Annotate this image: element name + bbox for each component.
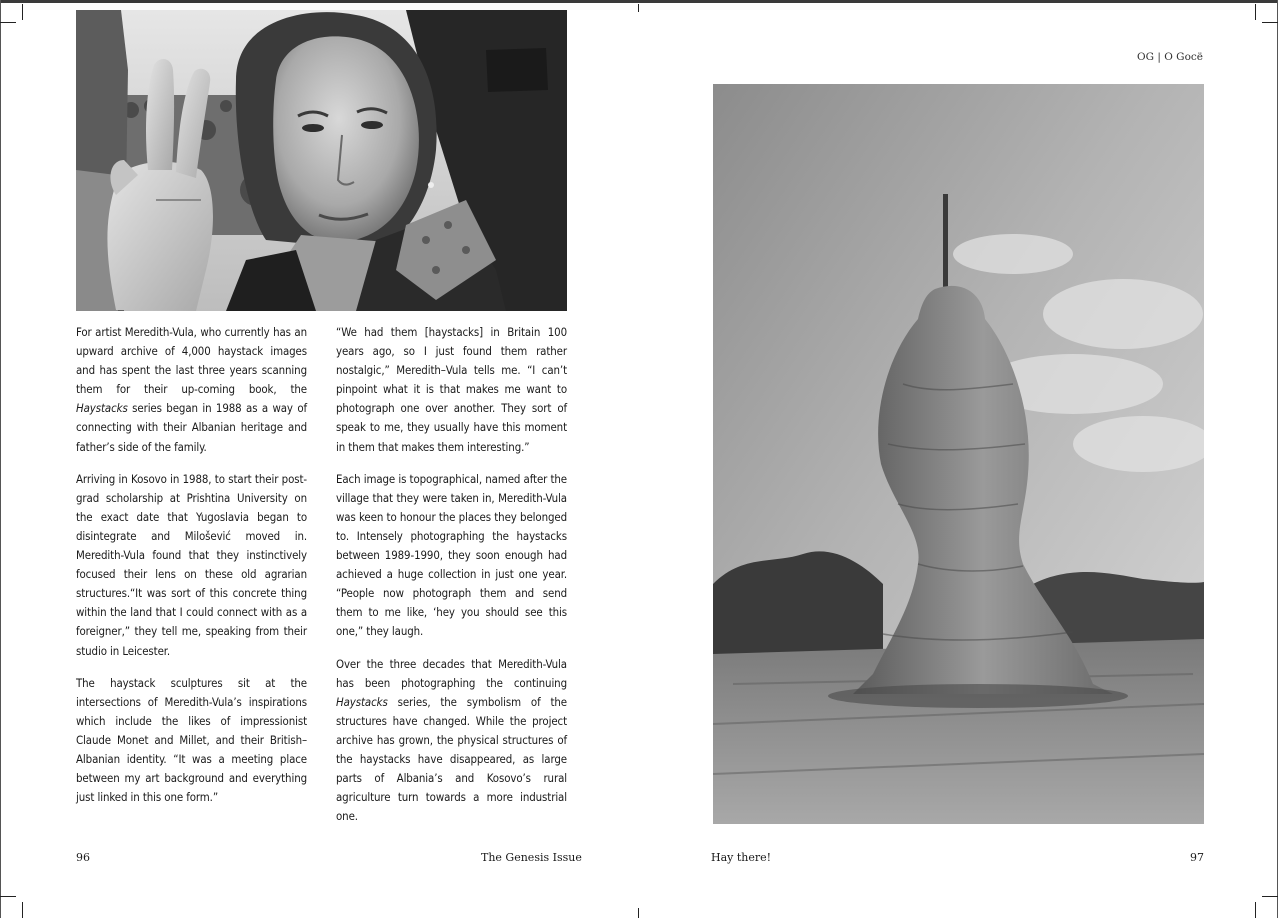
crop-mark: [1262, 22, 1278, 23]
column1-paragraph-1: For artist Meredith-Vula, who currently has an upward archive of 4,000 haystack images and has spent the last three years scanning them for their up-coming book, the Haystacks series began in 1988 as a way of connecting with their Albanian heritage and father’s side of the family.: [76, 325, 307, 454]
text-column-2: [336, 323, 567, 839]
crop-mark: [1255, 4, 1256, 20]
haystack-photo: [713, 84, 1204, 824]
column2-paragraph-2: Each image is topographical, named after the village that they were taken in, Meredith-Vula was keen to honour the places they belonged to. Intensely photographing the haystacks between 1989-1990, they soon enough had achieved a huge collection in just one year. “People now photograph them and send them to me like, ‘hey you should see this one,” they laugh.: [336, 471, 567, 639]
crop-mark: [22, 4, 23, 20]
right-page-number: 97: [1190, 851, 1204, 864]
portrait-illustration: [76, 10, 567, 311]
crop-mark: [1255, 902, 1256, 918]
running-head: OG | O Gocë: [1137, 51, 1203, 63]
crop-mark: [22, 902, 23, 918]
crop-mark: [638, 4, 639, 12]
crop-mark: [0, 22, 16, 23]
portrait-photo: [76, 10, 567, 311]
top-edge: [0, 0, 1278, 3]
column1-paragraph-3: The haystack sculptures sit at the intersections of Meredith-Vula’s inspirations which include the likes of impressionist Claude Monet and Millet, and their British–Albanian identity. “It was a meeting place between my art background and everything just linked in this one form.”: [76, 675, 307, 805]
left-page-number: 96: [76, 851, 90, 864]
haystack-illustration: [713, 84, 1204, 824]
text-column-1: [76, 323, 307, 820]
column2-paragraph-3: Over the three decades that Meredith-Vula has been photographing the continuing Haystacks series, the symbolism of the structures have changed. While the project archive has grown, the physical structures of the haystacks have disappeared, as large parts of Albania’s and Kosovo’s rural agriculture turn towards a more industrial one.: [336, 656, 567, 824]
column1-paragraph-2: Arriving in Kosovo in 1988, to start their post-grad scholarship at Prishtina University on the exact date that Yugoslavia began to disintegrate and Milošević moved in. Meredith-Vula found that they instinctively focused their lens on these old agrarian structures.“It was sort of this concrete thing within the land that I could connect with as a foreigner,” they tell me, speaking from their studio in Leicester.: [76, 471, 307, 658]
crop-mark: [638, 908, 639, 918]
left-footer-title: The Genesis Issue: [481, 851, 582, 864]
right-footer-title: Hay there!: [711, 851, 772, 864]
crop-mark: [0, 896, 16, 897]
column2-paragraph-1: “We had them [haystacks] in Britain 100 years ago, so I just found them rather nostalgic,” Meredith–Vula tells me. “I can’t pinpoint what it is that makes me want to photograph one over another. They sort of speak to me, they usually have this moment in them that makes them interesting.”: [336, 325, 567, 454]
crop-mark: [1262, 896, 1278, 897]
